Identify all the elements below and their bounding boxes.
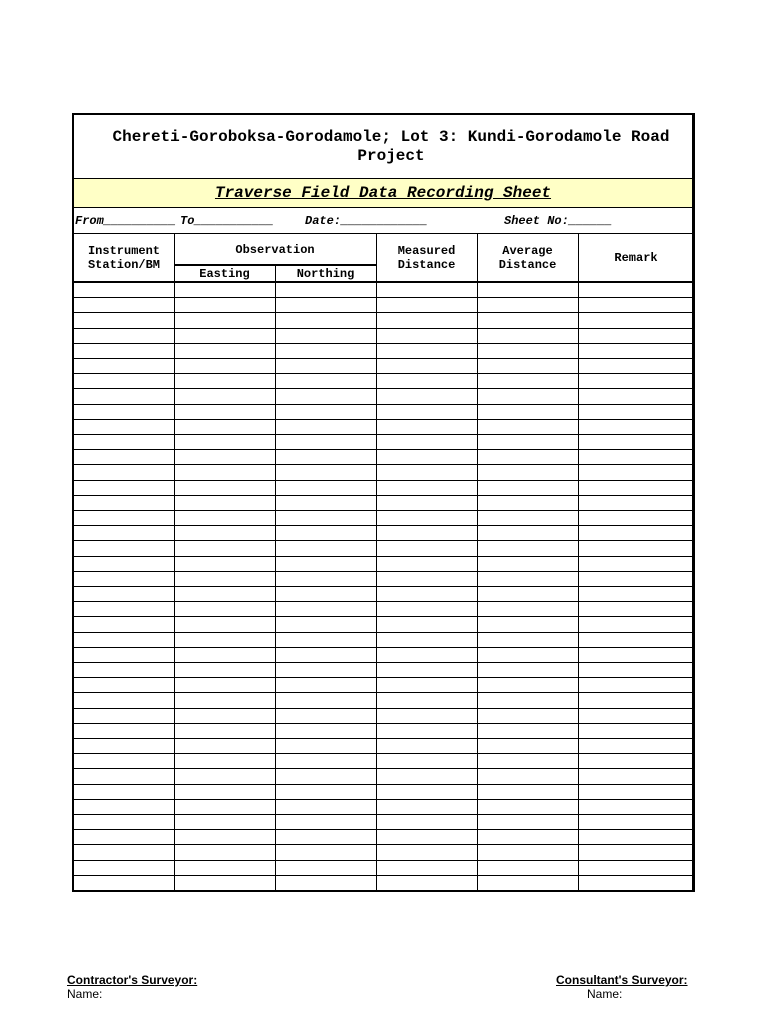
observation-header-text: Observation	[235, 242, 315, 257]
measured-header-line2: Distance	[397, 257, 456, 272]
table-row[interactable]	[74, 496, 692, 511]
table-row[interactable]	[74, 678, 692, 693]
field-data-sheet	[72, 113, 695, 892]
measured-header-line1: Measured	[397, 243, 456, 258]
remark-header-text: Remark	[614, 250, 658, 265]
instrument-header-line2: Station/BM	[87, 257, 160, 272]
table-row[interactable]	[74, 785, 692, 800]
table-row[interactable]	[74, 541, 692, 556]
table-row[interactable]	[74, 709, 692, 724]
sheet-no-field[interactable]: Sheet No:______	[504, 214, 613, 228]
consultant-name-label: Name:	[587, 987, 623, 1001]
column-divider	[578, 234, 579, 891]
table-row[interactable]	[74, 359, 692, 374]
instrument-header-line1: Instrument	[87, 243, 160, 258]
table-row[interactable]	[74, 739, 692, 754]
table-row[interactable]	[74, 405, 692, 420]
table-row[interactable]	[74, 876, 692, 891]
sheet-subtitle	[74, 179, 692, 208]
table-row[interactable]	[74, 511, 692, 526]
northing-header	[275, 266, 376, 281]
average-distance-header	[477, 234, 578, 281]
table-row[interactable]	[74, 481, 692, 496]
table-row[interactable]	[74, 648, 692, 663]
remark-header	[578, 234, 694, 281]
table-row[interactable]	[74, 602, 692, 617]
table-row[interactable]	[74, 815, 692, 830]
table-row[interactable]	[74, 389, 692, 404]
table-row[interactable]	[74, 663, 692, 678]
average-header-line1: Average	[502, 243, 553, 258]
table-body	[74, 283, 692, 891]
table-row[interactable]	[74, 633, 692, 648]
table-row[interactable]	[74, 450, 692, 465]
average-header-line2: Distance	[498, 257, 557, 272]
northing-header-text: Northing	[296, 266, 355, 281]
table-row[interactable]	[74, 526, 692, 541]
table-row[interactable]	[74, 572, 692, 587]
table-row[interactable]	[74, 769, 692, 784]
to-field[interactable]: To___________	[180, 214, 274, 228]
table-row[interactable]	[74, 557, 692, 572]
column-divider	[376, 234, 377, 891]
table-row[interactable]	[74, 754, 692, 769]
project-title-text: Chereti-Goroboksa-Gorodamole; Lot 3: Kundi-Gorodamole Road Project	[112, 127, 670, 165]
table-row[interactable]	[74, 344, 692, 359]
info-row	[74, 208, 692, 234]
column-divider	[477, 234, 478, 891]
table-row[interactable]	[74, 435, 692, 450]
column-divider	[174, 234, 175, 891]
table-row[interactable]	[74, 830, 692, 845]
contractor-surveyor-label: Contractor's Surveyor:	[67, 973, 198, 987]
table-row[interactable]	[74, 587, 692, 602]
table-header	[74, 234, 692, 283]
table-row[interactable]	[74, 374, 692, 389]
from-field[interactable]: From__________	[75, 214, 176, 228]
table-row[interactable]	[74, 298, 692, 313]
easting-header-text: Easting	[199, 266, 250, 281]
instrument-station-header	[74, 234, 174, 281]
measured-distance-header	[376, 234, 477, 281]
observation-header	[174, 234, 376, 265]
table-row[interactable]	[74, 617, 692, 632]
table-row[interactable]	[74, 420, 692, 435]
table-row[interactable]	[74, 861, 692, 876]
consultant-surveyor-label: Consultant's Surveyor:	[556, 973, 688, 987]
contractor-name-label: Name:	[67, 987, 103, 1001]
table-row[interactable]	[74, 724, 692, 739]
date-field[interactable]: Date:____________	[305, 214, 428, 228]
table-row[interactable]	[74, 283, 692, 298]
table-row[interactable]	[74, 693, 692, 708]
table-row[interactable]	[74, 465, 692, 480]
table-row[interactable]	[74, 800, 692, 815]
table-row[interactable]	[74, 329, 692, 344]
easting-header	[174, 266, 275, 281]
table-row[interactable]	[74, 313, 692, 328]
column-divider	[275, 264, 276, 891]
sheet-subtitle-text: Traverse Field Data Recording Sheet	[214, 184, 552, 202]
project-title	[74, 115, 692, 179]
table-row[interactable]	[74, 845, 692, 860]
